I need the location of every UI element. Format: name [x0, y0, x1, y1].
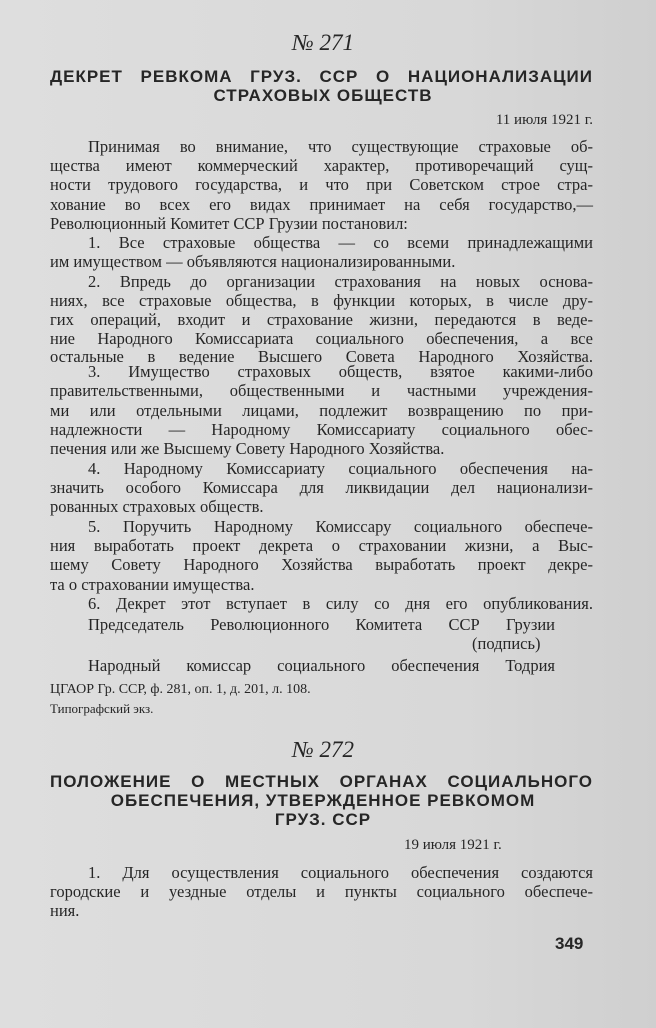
text-line: печения или же Высшему Совету Народного Хозяйства.	[50, 439, 445, 458]
page-number: 349	[555, 934, 584, 953]
text-line: Принимая во внимание, что существующие страховые об-	[88, 137, 593, 156]
text-line: ния.	[50, 901, 80, 920]
signature-chairman: Председатель Революционного Комитета ССР Грузии	[88, 615, 555, 634]
text-line: ности трудового государства, и что при Советском строе стра-	[50, 175, 593, 194]
document-date: 11 июля 1921 г.	[495, 112, 593, 128]
document-number: № 272	[292, 737, 354, 762]
text-line: надлежности — Народному Комиссариату социального обес-	[50, 420, 593, 439]
text-line: ние Народного Комиссариата социального обеспечения, а все	[50, 329, 593, 348]
text-line: 4. Народному Комиссариату социального обеспечения на-	[88, 459, 593, 478]
text-line: 2. Впредь до организации страхования на новых основа-	[88, 272, 593, 291]
signature-commissar: Народный комиссар социального обеспечения Тодрия	[88, 656, 555, 675]
text-line: шему Совету Народного Хозяйства выработать проект декре-	[50, 555, 593, 574]
document-number: № 271	[292, 30, 354, 55]
text-line: им имуществом — объявляются национализированными.	[50, 252, 456, 271]
document-title: ДЕКРЕТ РЕВКОМА ГРУЗ. ССР О НАЦИОНАЛИЗАЦИИ	[50, 67, 593, 86]
document-date: 19 июля 1921 г.	[404, 837, 502, 853]
text-line: гих операций, входит и страхование жизни, передаются в веде-	[50, 310, 593, 329]
document-title: ОБЕСПЕЧЕНИЯ, УТВЕРЖДЕННОЕ РЕВКОМОМ	[110, 791, 536, 810]
text-line: рованных страховых обществ.	[50, 497, 264, 516]
document-title: ПОЛОЖЕНИЕ О МЕСТНЫХ ОРГАНАХ СОЦИАЛЬНОГО	[50, 772, 593, 791]
text-line: остальные в ведение Высшего Совета Народного Хозяйства.	[50, 347, 593, 366]
text-line: хование во всех его видах принимает на себя государство,—	[50, 195, 593, 214]
text-line: ми или отдельными лицами, подлежит возвращению по при-	[50, 401, 593, 420]
text-line: ния выработать проект декрета о страховании жизни, а Выс-	[50, 536, 593, 555]
text-line: 1. Для осуществления социального обеспечения создаются	[88, 863, 593, 882]
text-line: 1. Все страховые общества — со всеми принадлежащими	[88, 233, 593, 252]
text-line: 6. Декрет этот вступает в силу со дня его опубликования.	[88, 594, 593, 613]
document-title: ГРУЗ. ССР	[274, 810, 372, 829]
text-line: та о страховании имущества.	[50, 575, 255, 594]
text-line: городские и уездные отделы и пункты социального обеспече-	[50, 882, 593, 901]
archive-reference: ЦГАОР Гр. ССР, ф. 281, оп. 1, д. 201, л. 108.	[50, 682, 311, 697]
signature-note: (подпись)	[472, 634, 541, 653]
text-line: 3. Имущество страховых обществ, взятое какими-либо	[88, 362, 593, 381]
text-line: ниях, все страховые общества, в функции которых, в числе дру-	[50, 291, 593, 310]
document-title: СТРАХОВЫХ ОБЩЕСТВ	[213, 86, 433, 105]
text-line: Революционный Комитет ССР Грузии постановил:	[50, 214, 408, 233]
copy-type: Типографский экз.	[50, 701, 154, 716]
text-line: значить особого Комиссара для ликвидации дел национализи-	[50, 478, 593, 497]
text-line: щества имеют коммерческий характер, противоречащий сущ-	[50, 156, 593, 175]
text-line: 5. Поручить Народному Комиссару социального обеспече-	[88, 517, 593, 536]
text-line: правительственными, общественными и частными учреждения-	[50, 381, 593, 400]
